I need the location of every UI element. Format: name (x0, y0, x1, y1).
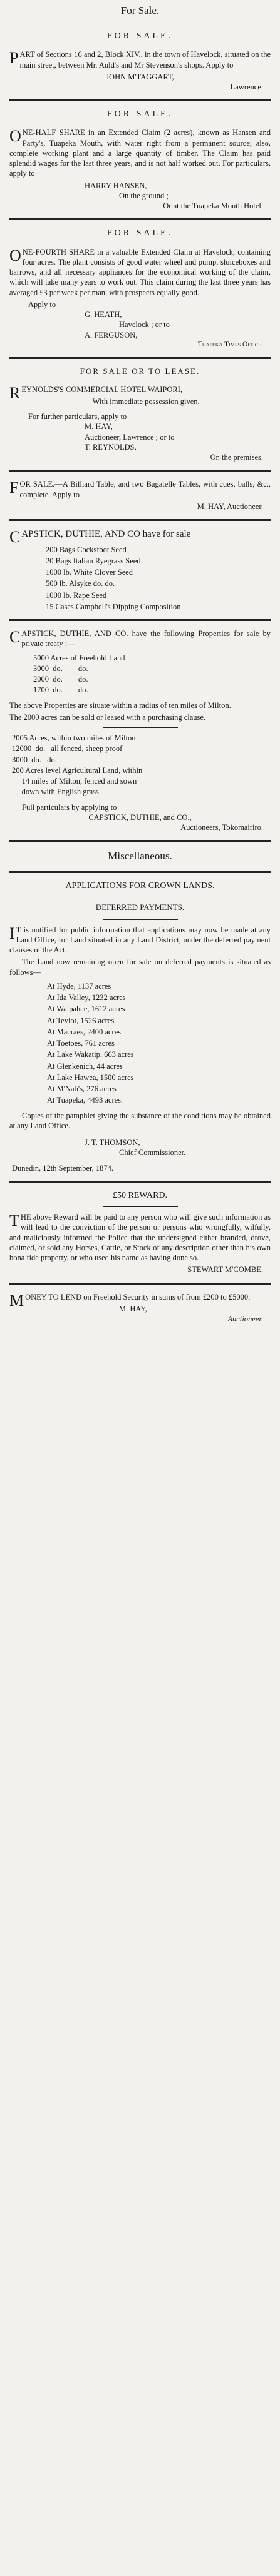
ad-body: ONE-HALF SHARE in an Extended Claim (2 acres), known as Hansen and Party's, Tuapeka Mouth, with water right from a permanent source; also, complete working plant and a large quantity of timber. The Claim has paid splendid wages for the last three years, and is not half worked out. For particulars, apply to (9, 127, 271, 178)
notice-body: The Land now remaining open for sale on deferred payments is situated as follows— (9, 957, 271, 977)
ad-body: REYNOLDS'S COMMERCIAL HOTEL WAIPORI, (9, 383, 182, 402)
ad-contact-name: CAPSTICK, DUTHIE, and CO., (88, 812, 192, 822)
list-item: At Hyde, 1137 acres (47, 981, 111, 991)
notice-title: £50 REWARD. (112, 1190, 168, 1200)
divider (9, 470, 271, 472)
list-item: At Lake Hawea, 1500 acres (47, 1073, 134, 1082)
table-row: 12000 do. all fenced, sheep proof (12, 744, 123, 754)
ad-body: ONE-FOURTH SHARE in a valuable Extended Claim at Havelock, containing four acres. The plant consists of good water wheel and pump, sluiceboxes and barrows, and all necessary appliances for the economical working of the claim, which will take many years to work out. This claim during the last three years has averaged £3 per week per man, with prospects equally good. (9, 246, 271, 297)
divider (9, 218, 271, 220)
table-row: down with English grass (12, 787, 99, 797)
ad-block (9, 366, 271, 463)
notice-block (9, 881, 271, 1173)
table-row: 200 Acres level Agricultural Land, within (12, 765, 143, 775)
list-item: 20 Bags Italian Ryegrass Seed (46, 556, 141, 565)
notice-body: IT is notified for public information that applications may now be made at any Land Office, for Land situated in any Land District, under the deferred payment clauses of the Act. (9, 924, 271, 955)
land-list (47, 981, 271, 1106)
divider (9, 1283, 271, 1285)
property-table (12, 733, 271, 797)
notice-role: Chief Commissioner. (119, 1148, 186, 1158)
ad-body: FOR SALE.—A Billiard Table, and two Bagatelle Tables, with cues, balls, &c., complete. Apply to (9, 478, 271, 499)
notice-body: THE above Reward will be paid to any person who will give such information as will lead to the conviction of the person or persons who wrongfully, wilfully, and maliciously informed the Police that the undersigned either branded, drove, claimed, or sold any Horses, Cattle, or Stock of any description other than his own bona fide property, or who used his name as having done so. (9, 1211, 271, 1263)
ad-contact-name: A. FERGUSON, (85, 330, 138, 340)
ad-block (9, 479, 271, 512)
list-item: At Glenkenich, 44 acres (47, 1061, 123, 1071)
notice-signatory: STEWART M'COMBE. (187, 1265, 263, 1275)
notice-block (9, 1190, 271, 1275)
ad-contact-place: Auctioneer, Lawrence ; or to (85, 432, 175, 442)
divider (9, 99, 271, 101)
ad-contact-line: On the ground ; (119, 191, 169, 200)
ad-contact-place: Lawrence. (230, 83, 263, 92)
ad-block (9, 528, 271, 612)
divider (9, 840, 271, 842)
notice-date: Dunedin, 12th September, 1874. (12, 1163, 113, 1173)
notice-subtitle: DEFERRED PAYMENTS. (95, 902, 185, 912)
ad-contact-place: Havelock ; or to (119, 320, 170, 330)
notice-body: Copies of the pamphlet giving the substance of the conditions may be obtained at any Land Office. (9, 1111, 271, 1130)
property-table (33, 653, 271, 695)
ad-contact-name: M. HAY, Auctioneer. (197, 502, 263, 511)
list-item: 1000 lb. White Clover Seed (46, 568, 133, 577)
ad-contact-place: Auctioneers, Tokomairiro. (180, 823, 263, 832)
ad-note: The 2000 acres can be sold or leased with a purchasing clause. (9, 712, 206, 722)
ad-contact-place: On the premises. (210, 453, 263, 462)
list-item: At Ida Valley, 1232 acres (47, 993, 126, 1003)
table-row: 3000 do. do. (12, 755, 57, 764)
ad-contact-line: Or at the Tuapeka Mouth Hotel. (163, 201, 263, 211)
list-item: At Tuapeka, 4493 acres. (47, 1096, 123, 1105)
ad-further: For further particulars, apply to (28, 412, 127, 422)
table-row: 2005 Acres, within two miles of Milton (12, 734, 136, 743)
ad-block (9, 31, 271, 92)
divider (9, 619, 271, 621)
ad-title: CAPSTICK, DUTHIE, AND CO have for sale (9, 528, 191, 547)
section-heading: Miscellaneous. (108, 850, 172, 862)
ad-contact-name: JOHN M'TAGGART, (106, 72, 174, 81)
ad-contact-name: G. HEATH, (85, 310, 122, 320)
table-row: 3000 do. do. (33, 664, 88, 673)
divider (9, 357, 271, 359)
ad-apply: Apply to (28, 300, 56, 309)
list-item: At Macraes, 2400 acres (47, 1027, 122, 1036)
ad-line: With immediate possession given. (92, 397, 200, 406)
ad-contact-role: Auctioneer. (227, 1315, 263, 1324)
ad-note: The above Properties are situate within a radius of ten miles of Milton. (9, 700, 231, 710)
divider (9, 519, 271, 521)
divider (103, 919, 178, 920)
ad-contact-name: T. REYNOLDS, (85, 442, 137, 452)
list-item: 1000 lb. Rape Seed (46, 590, 107, 600)
notice-title: APPLICATIONS FOR CROWN LANDS. (65, 881, 215, 891)
list-item: At M'Nab's, 276 acres (47, 1084, 117, 1094)
ad-title: FOR SALE. (106, 109, 174, 119)
divider (103, 727, 178, 728)
list-item: 15 Cases Campbell's Dipping Composition (46, 602, 181, 611)
ad-apply: Full particulars by applying to (22, 802, 117, 812)
ad-body: CAPSTICK, DUTHIE, AND CO. have the following Properties for sale by private treaty :— (9, 628, 271, 649)
seed-list (46, 545, 271, 612)
list-item: At Teviot, 1526 acres (47, 1016, 115, 1025)
list-item: 500 lb. Alsyke do. do. (46, 579, 115, 588)
ad-title: FOR SALE OR TO LEASE. (80, 366, 200, 376)
notice-signatory: J. T. THOMSON, (85, 1138, 140, 1148)
ad-block (9, 109, 271, 211)
ad-title: FOR SALE. (106, 31, 174, 41)
ad-contact-place: Tuapeka Times Office. (197, 340, 263, 348)
ad-contact-name: M. HAY, (119, 1304, 147, 1313)
list-item: At Toetoes, 761 acres (47, 1039, 115, 1048)
table-row: 2000 do. do. (33, 675, 88, 684)
ad-block (9, 1292, 271, 1325)
section-heading: For Sale. (120, 4, 160, 16)
ad-body: MONEY TO LEND on Freehold Security in sums of from £200 to £5000. (9, 1291, 251, 1310)
list-item: At Waipahee, 1612 acres (47, 1004, 125, 1014)
table-row: 5000 Acres of Freehold Land (33, 653, 125, 662)
ad-block (9, 228, 271, 349)
ad-body: PART of Sections 16 and 2, Block XIV., in the town of Havelock, situated on the main street, between Mr. Auld's and Mr Stevenson's shops. Apply to (9, 49, 271, 69)
divider (9, 1181, 271, 1183)
ad-contact-name: M. HAY, (85, 422, 113, 432)
divider (103, 1206, 178, 1207)
ad-contact-name: HARRY HANSEN, (85, 181, 147, 190)
divider (9, 871, 271, 873)
ad-title: FOR SALE. (106, 228, 174, 238)
ad-block (9, 629, 271, 832)
list-item: 200 Bags Cocksfoot Seed (46, 545, 127, 554)
newspaper-column (9, 0, 271, 1324)
table-row: 14 miles of Milton, fenced and sown (12, 777, 137, 786)
table-row: 1700 do. do. (33, 685, 88, 695)
list-item: At Lake Wakatip, 663 acres (47, 1050, 134, 1059)
